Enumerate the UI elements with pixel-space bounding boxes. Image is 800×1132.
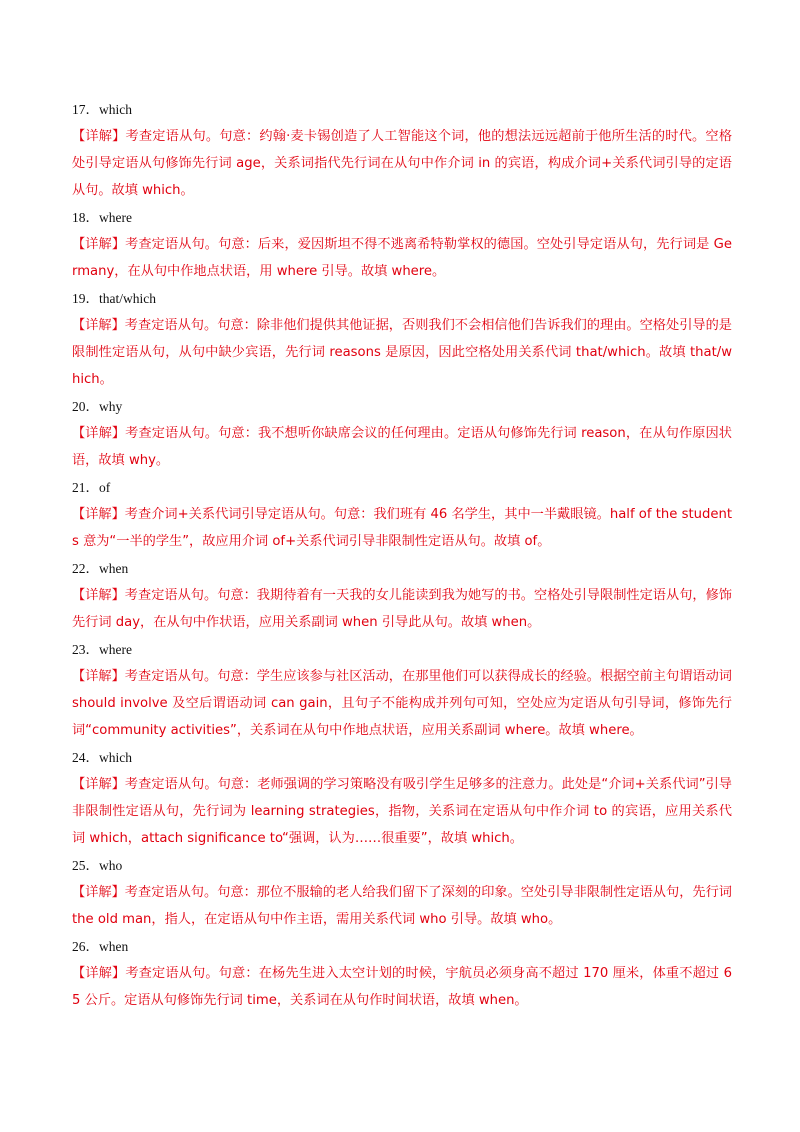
answer-key-list (72, 96, 732, 1014)
answer-label: 19．that/which (72, 291, 156, 306)
explanation-text: 【详解】考查定语从句。句意：我不想听你缺席会议的任何理由。定语从句修饰先行词 reason，在从句作原因状语，故填 why。 (72, 426, 732, 468)
answer-item-18 (72, 204, 732, 285)
explanation-text: 【详解】考查定语从句。句意：学生应该参与社区活动，在那里他们可以获得成长的经验。根据空前主句谓语动词 should involve 及空后谓语动词 can gain，且句子不能构成并列句可知，空处应为定语从句引导词，修饰先行词“community activities”，关系词在从句中作地点状语，应用关系副词 where。故填 where。 (72, 669, 732, 738)
answer-item-25 (72, 852, 732, 933)
answer-item-19 (72, 285, 732, 393)
answer-label: 24．which (72, 750, 132, 765)
answer-label: 22．when (72, 561, 129, 576)
answer-label: 18．where (72, 210, 132, 225)
answer-label: 17．which (72, 102, 132, 117)
answer-item-20 (72, 393, 732, 474)
answer-item-26 (72, 933, 732, 1014)
explanation-text: 【详解】考查定语从句。句意：除非他们提供其他证据，否则我们不会相信他们告诉我们的理由。空格处引导的是限制性定语从句，从句中缺少宾语，先行词 reasons 是原因，因此空格处用关系代词 that/which。故填 that/which。 (72, 318, 732, 387)
answer-label: 26．when (72, 939, 129, 954)
answer-label: 21．of (72, 480, 111, 495)
explanation-text: 【详解】考查定语从句。句意：我期待着有一天我的女儿能读到我为她写的书。空格处引导限制性定语从句，修饰先行词 day，在从句中作状语，应用关系副词 when 引导此从句。故填 when。 (72, 588, 732, 630)
explanation-text: 【详解】考查定语从句。句意：那位不服输的老人给我们留下了深刻的印象。空处引导非限制性定语从句，先行词 the old man，指人，在定语从句中作主语，需用关系代词 who 引导。故填 who。 (72, 885, 732, 927)
answer-label: 20．why (72, 399, 123, 414)
answer-item-22 (72, 555, 732, 636)
explanation-text: 【详解】考查介词+关系代词引导定语从句。句意：我们班有 46 名学生，其中一半戴眼镜。half of the students 意为“一半的学生”，故应用介词 of+关系代词引导非限制性定语从句。故填 of。 (72, 507, 732, 549)
answer-item-23 (72, 636, 732, 744)
answer-label: 23．where (72, 642, 132, 657)
answer-label: 25．who (72, 858, 123, 873)
explanation-text: 【详解】考查定语从句。句意：后来，爱因斯坦不得不逃离希特勒掌权的德国。空处引导定语从句，先行词是 Germany，在从句中作地点状语，用 where 引导。故填 where。 (72, 237, 732, 279)
answer-item-17 (72, 96, 732, 204)
explanation-text: 【详解】考查定语从句。句意：约翰·麦卡锡创造了人工智能这个词，他的想法远远超前于他所生活的时代。空格处引导定语从句修饰先行词 age，关系词指代先行词在从句中作介词 in 的宾语，构成介词+关系代词引导的定语从句。故填 which。 (72, 129, 732, 198)
explanation-text: 【详解】考查定语从句。句意：在杨先生进入太空计划的时候，宇航员必须身高不超过 170 厘米，体重不超过 65 公斤。定语从句修饰先行词 time，关系词在从句作时间状语，故填 when。 (72, 966, 732, 1008)
answer-item-21 (72, 474, 732, 555)
explanation-text: 【详解】考查定语从句。句意：老师强调的学习策略没有吸引学生足够多的注意力。此处是“介词+关系代词”引导非限制性定语从句，先行词为 learning strategies，指物，关系词在定语从句中作介词 to 的宾语，应用关系代词 which，attach significance to“强调，认为……很重要”，故填 which。 (72, 777, 732, 846)
answer-item-24 (72, 744, 732, 852)
